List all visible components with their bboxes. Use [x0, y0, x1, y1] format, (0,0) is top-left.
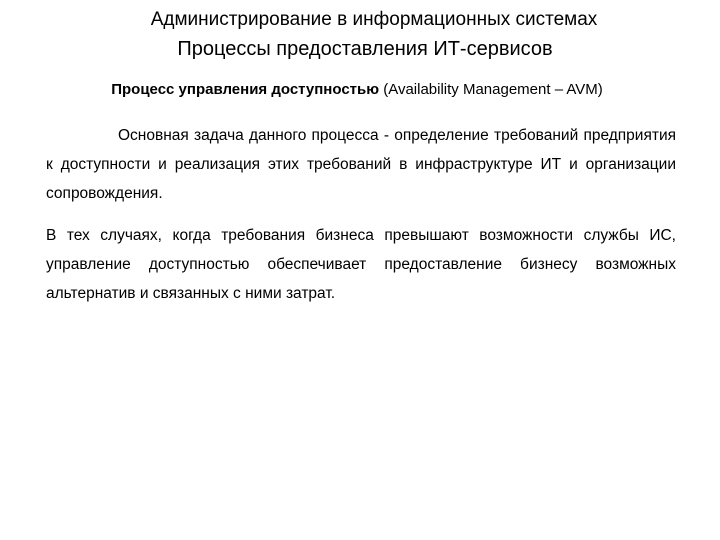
subsection-bold-label: Процесс управления доступностью — [111, 81, 380, 98]
subsection-heading — [0, 81, 714, 98]
paragraph-business-requirements: В тех случаях, когда требования бизнеса превышают возможности службы ИС, управление доступностью обеспечивает предоставление бизнесу возможных альтернатив и связанных с ними затрат. — [46, 227, 676, 302]
course-title: Администрирование в информационных системах — [150, 9, 598, 30]
paragraph-main-task: Основная задача данного процесса - определение требований предприятия к доступности и реализация этих требований в инфраструктуре ИТ и организации сопровождения. — [46, 127, 676, 202]
subsection-normal-label: (Availability Management – AVM) — [379, 81, 603, 98]
section-title: Процессы предоставления ИТ-сервисов — [177, 38, 553, 60]
